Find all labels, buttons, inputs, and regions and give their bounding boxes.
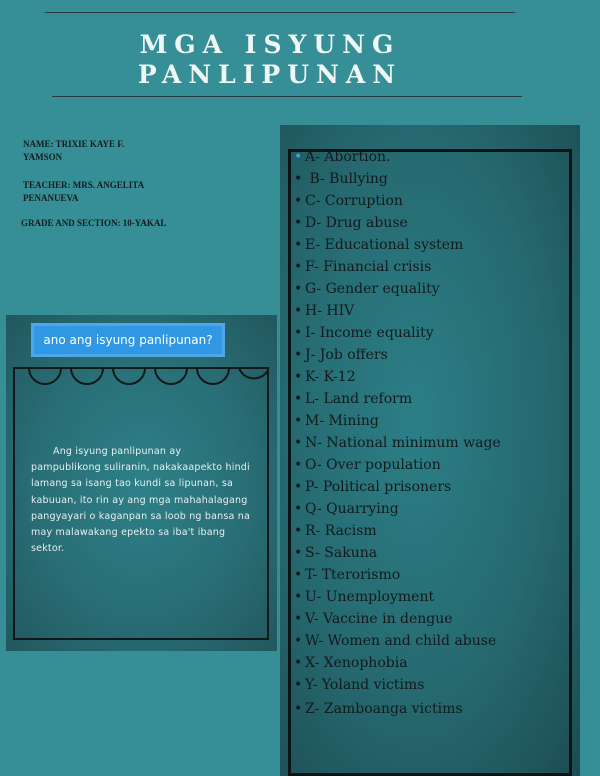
list-item: • H- HIV xyxy=(294,303,355,319)
bullet-icon: • xyxy=(294,701,303,717)
bullet-icon: • xyxy=(294,215,303,231)
bullet-icon: • xyxy=(294,457,303,473)
list-item: • E- Educational system xyxy=(294,237,464,253)
list-item: • N- National minimum wage xyxy=(294,435,501,451)
bullet-icon: • xyxy=(294,655,303,671)
bullet-icon: • xyxy=(294,347,303,363)
list-item: • R- Racism xyxy=(294,523,377,539)
bullet-icon: • xyxy=(294,369,303,385)
bullet-icon: • xyxy=(294,479,303,495)
bullet-icon: • xyxy=(294,435,303,451)
list-item: • L- Land reform xyxy=(294,391,413,407)
list-item: • M- Mining xyxy=(294,413,379,429)
bullet-icon: • xyxy=(294,413,303,429)
page-title xyxy=(120,30,420,90)
title-line-1: MGA ISYUNG xyxy=(139,30,401,59)
question-button[interactable]: ano ang isyung panlipunan? xyxy=(31,323,225,357)
bullet-icon: • xyxy=(294,193,303,209)
student-name: NAME: TRIXIE KAYE F. YAMSON xyxy=(23,139,125,162)
list-item: • S- Sakuna xyxy=(294,545,378,561)
definition-text: Ang isyung panlipunan ay pampublikong suliranin, nakakaapekto hindi lamang sa isang tao kundi sa lipunan, sa kabuuan, ito rin ay ang mga mahahalagang pangyayari o kaganpan sa loob ng bansa na may malawakang epekto sa iba't ibang sektor. xyxy=(31,446,250,555)
list-item: • O- Over population xyxy=(294,457,441,473)
bullet-icon: • xyxy=(294,633,303,649)
bullet-icon: • xyxy=(294,611,303,627)
bullet-icon: • xyxy=(294,523,303,539)
list-item: • U- Unemployment xyxy=(294,589,435,605)
list-item: • B- Bullying xyxy=(294,171,388,187)
grade-section: GRADE AND SECTION: 10-YAKAL xyxy=(21,218,167,228)
bullet-icon: • xyxy=(294,171,303,187)
bullet-icon: • xyxy=(294,589,303,605)
bullet-icon: • xyxy=(294,677,303,693)
bullet-icon: • xyxy=(294,391,303,407)
alphabet-list xyxy=(294,148,501,722)
list-item: • V- Vaccine in dengue xyxy=(294,611,453,627)
list-item: • A- Abortion. xyxy=(294,149,391,165)
top-rule xyxy=(45,12,515,13)
title-line-2: PANLIPUNAN xyxy=(137,60,403,89)
list-item: • T- Tterorismo xyxy=(294,567,401,583)
list-item: • W- Women and child abuse xyxy=(294,633,497,649)
bullet-icon: • xyxy=(294,545,303,561)
bullet-icon: • xyxy=(294,303,303,319)
list-item: • J- Job offers xyxy=(294,347,388,363)
list-item: • I- Income equality xyxy=(294,325,434,341)
list-item: • C- Corruption xyxy=(294,193,403,209)
bullet-icon: • xyxy=(294,501,303,517)
list-item: • D- Drug abuse xyxy=(294,215,408,231)
teacher-name: TEACHER: MRS. ANGELITA PENANUEVA xyxy=(23,180,145,203)
bullet-icon: • xyxy=(294,281,303,297)
bullet-icon: • xyxy=(294,259,303,275)
list-item: • F- Financial crisis xyxy=(294,259,432,275)
list-item: • X- Xenophobia xyxy=(294,655,408,671)
list-item: • Z- Zamboanga victims xyxy=(294,701,463,717)
list-item: • P- Political prisoners xyxy=(294,479,452,495)
bullet-icon: • xyxy=(294,149,303,165)
list-item: • G- Gender equality xyxy=(294,281,440,297)
list-item: • K- K-12 xyxy=(294,369,356,385)
bullet-icon: • xyxy=(294,567,303,583)
bullet-icon: • xyxy=(294,237,303,253)
list-item: • Q- Quarrying xyxy=(294,501,399,517)
list-item: • Y- Yoland victims xyxy=(294,677,425,693)
title-underline xyxy=(52,96,522,97)
bullet-icon: • xyxy=(294,325,303,341)
